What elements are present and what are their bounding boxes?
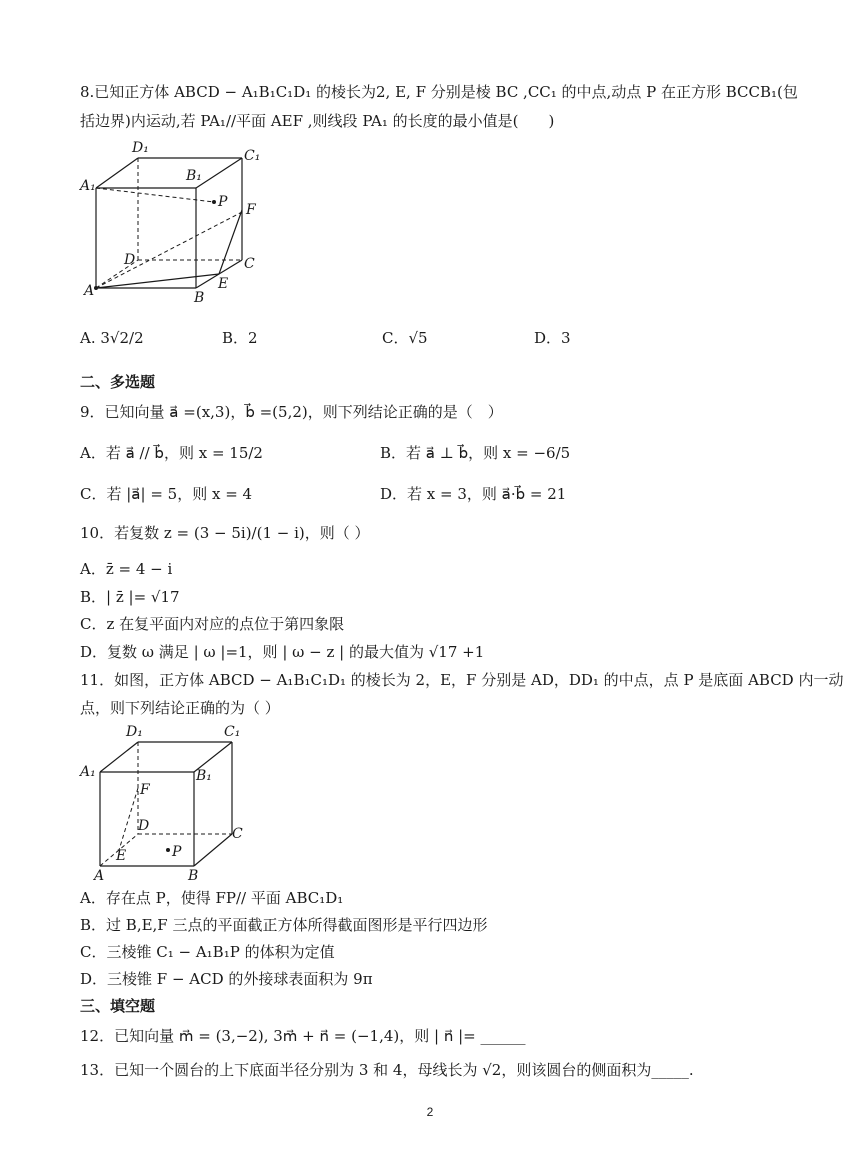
q8-label-A1: A₁ — [80, 178, 96, 194]
q11-label-F: F — [140, 782, 150, 798]
section-heading-multiple-choice: 二、多选题 — [80, 373, 156, 391]
q8-label-A: A — [84, 283, 95, 299]
q11-label-A1: A₁ — [80, 764, 96, 780]
q8-option-a: A. 3√2/2 — [80, 329, 144, 347]
q11-option-d: D．三棱锥 F − ACD 的外接球表面积为 9π — [80, 970, 373, 988]
q11-label-B: B — [188, 868, 199, 880]
q8-option-b: B．2 — [222, 329, 258, 347]
q8-label-C: C — [244, 256, 255, 272]
q12-stem: 12．已知向量 m⃗ = (3,−2), 3m⃗ + n⃗ = (−1,4)，则 | n⃗ |= ______ — [80, 1027, 526, 1045]
q11-label-C1: C₁ — [224, 724, 241, 740]
q11-cube-figure — [76, 720, 276, 880]
q8-label-D1: D₁ — [132, 140, 149, 156]
q8-label-C1: C₁ — [244, 148, 261, 164]
q8-option-c: C．√5 — [382, 329, 428, 347]
q11-label-C: C — [232, 826, 243, 842]
q9-option-d: D．若 x = 3，则 a⃗·b⃗ = 21 — [380, 485, 567, 503]
q11-option-c: C．三棱锥 C₁ − A₁B₁P 的体积为定值 — [80, 943, 335, 961]
q13-stem: 13．已知一个圆台的上下底面半径分别为 3 和 4，母线长为 √2，则该圆台的侧面积为_____. — [80, 1061, 694, 1079]
q8-label-B: B — [194, 290, 205, 306]
q8-stem-line1: 8.已知正方体 ABCD − A₁B₁C₁D₁ 的棱长为2, E, F 分别是棱 BC ,CC₁ 的中点,动点 P 在正方形 BCCB₁(包 — [80, 83, 798, 101]
q8-cube-figure — [76, 140, 276, 310]
q10-option-b: B．| z̄ |= √17 — [80, 588, 180, 606]
q10-option-c: C．z 在复平面内对应的点位于第四象限 — [80, 615, 345, 633]
q8-label-F: F — [246, 202, 256, 218]
page-number: 2 — [426, 1105, 434, 1119]
q11-option-a: A．存在点 P，使得 FP// 平面 ABC₁D₁ — [80, 889, 344, 907]
q10-stem: 10．若复数 z = (3 − 5i)/(1 − i)，则（ ） — [80, 524, 370, 542]
q8-label-P: P — [218, 194, 228, 210]
q8-label-B1: B₁ — [186, 168, 202, 184]
q10-option-a: A．z̄ = 4 − i — [80, 560, 173, 578]
q9-option-a: A．若 a⃗ // b⃗，则 x = 15/2 — [80, 444, 263, 462]
q11-label-D: D — [138, 818, 150, 834]
q11-option-b: B．过 B,E,F 三点的平面截正方体所得截面图形是平行四边形 — [80, 916, 488, 934]
q8-stem-line2: 括边界)内运动,若 PA₁//平面 AEF ,则线段 PA₁ 的长度的最小值是( ) — [80, 112, 555, 130]
q8-label-D: D — [124, 252, 136, 268]
q11-label-B1: B₁ — [196, 768, 212, 784]
q11-stem-line1: 11．如图，正方体 ABCD − A₁B₁C₁D₁ 的棱长为 2，E，F 分别是 AD，DD₁ 的中点，点 P 是底面 ABCD 内一动 — [80, 671, 844, 689]
q11-label-E: E — [116, 848, 127, 864]
q11-label-D1: D₁ — [126, 724, 143, 740]
q11-stem-line2: 点，则下列结论正确的为（ ） — [80, 699, 280, 717]
q9-option-c: C．若 |a⃗| = 5，则 x = 4 — [80, 485, 253, 503]
q9-stem: 9．已知向量 a⃗ =(x,3)，b⃗ =(5,2)，则下列结论正确的是（ ） — [80, 403, 503, 421]
q11-label-A: A — [94, 868, 105, 880]
q11-label-P: P — [172, 844, 182, 860]
q10-option-d: D．复数 ω 满足 | ω |=1，则 | ω − z | 的最大值为 √17 +1 — [80, 643, 485, 661]
section-heading-fill-in: 三、填空题 — [80, 997, 156, 1015]
q9-option-b: B．若 a⃗ ⊥ b⃗，则 x = −6/5 — [380, 444, 571, 462]
q8-label-E: E — [218, 276, 229, 292]
q8-option-d: D．3 — [534, 329, 571, 347]
